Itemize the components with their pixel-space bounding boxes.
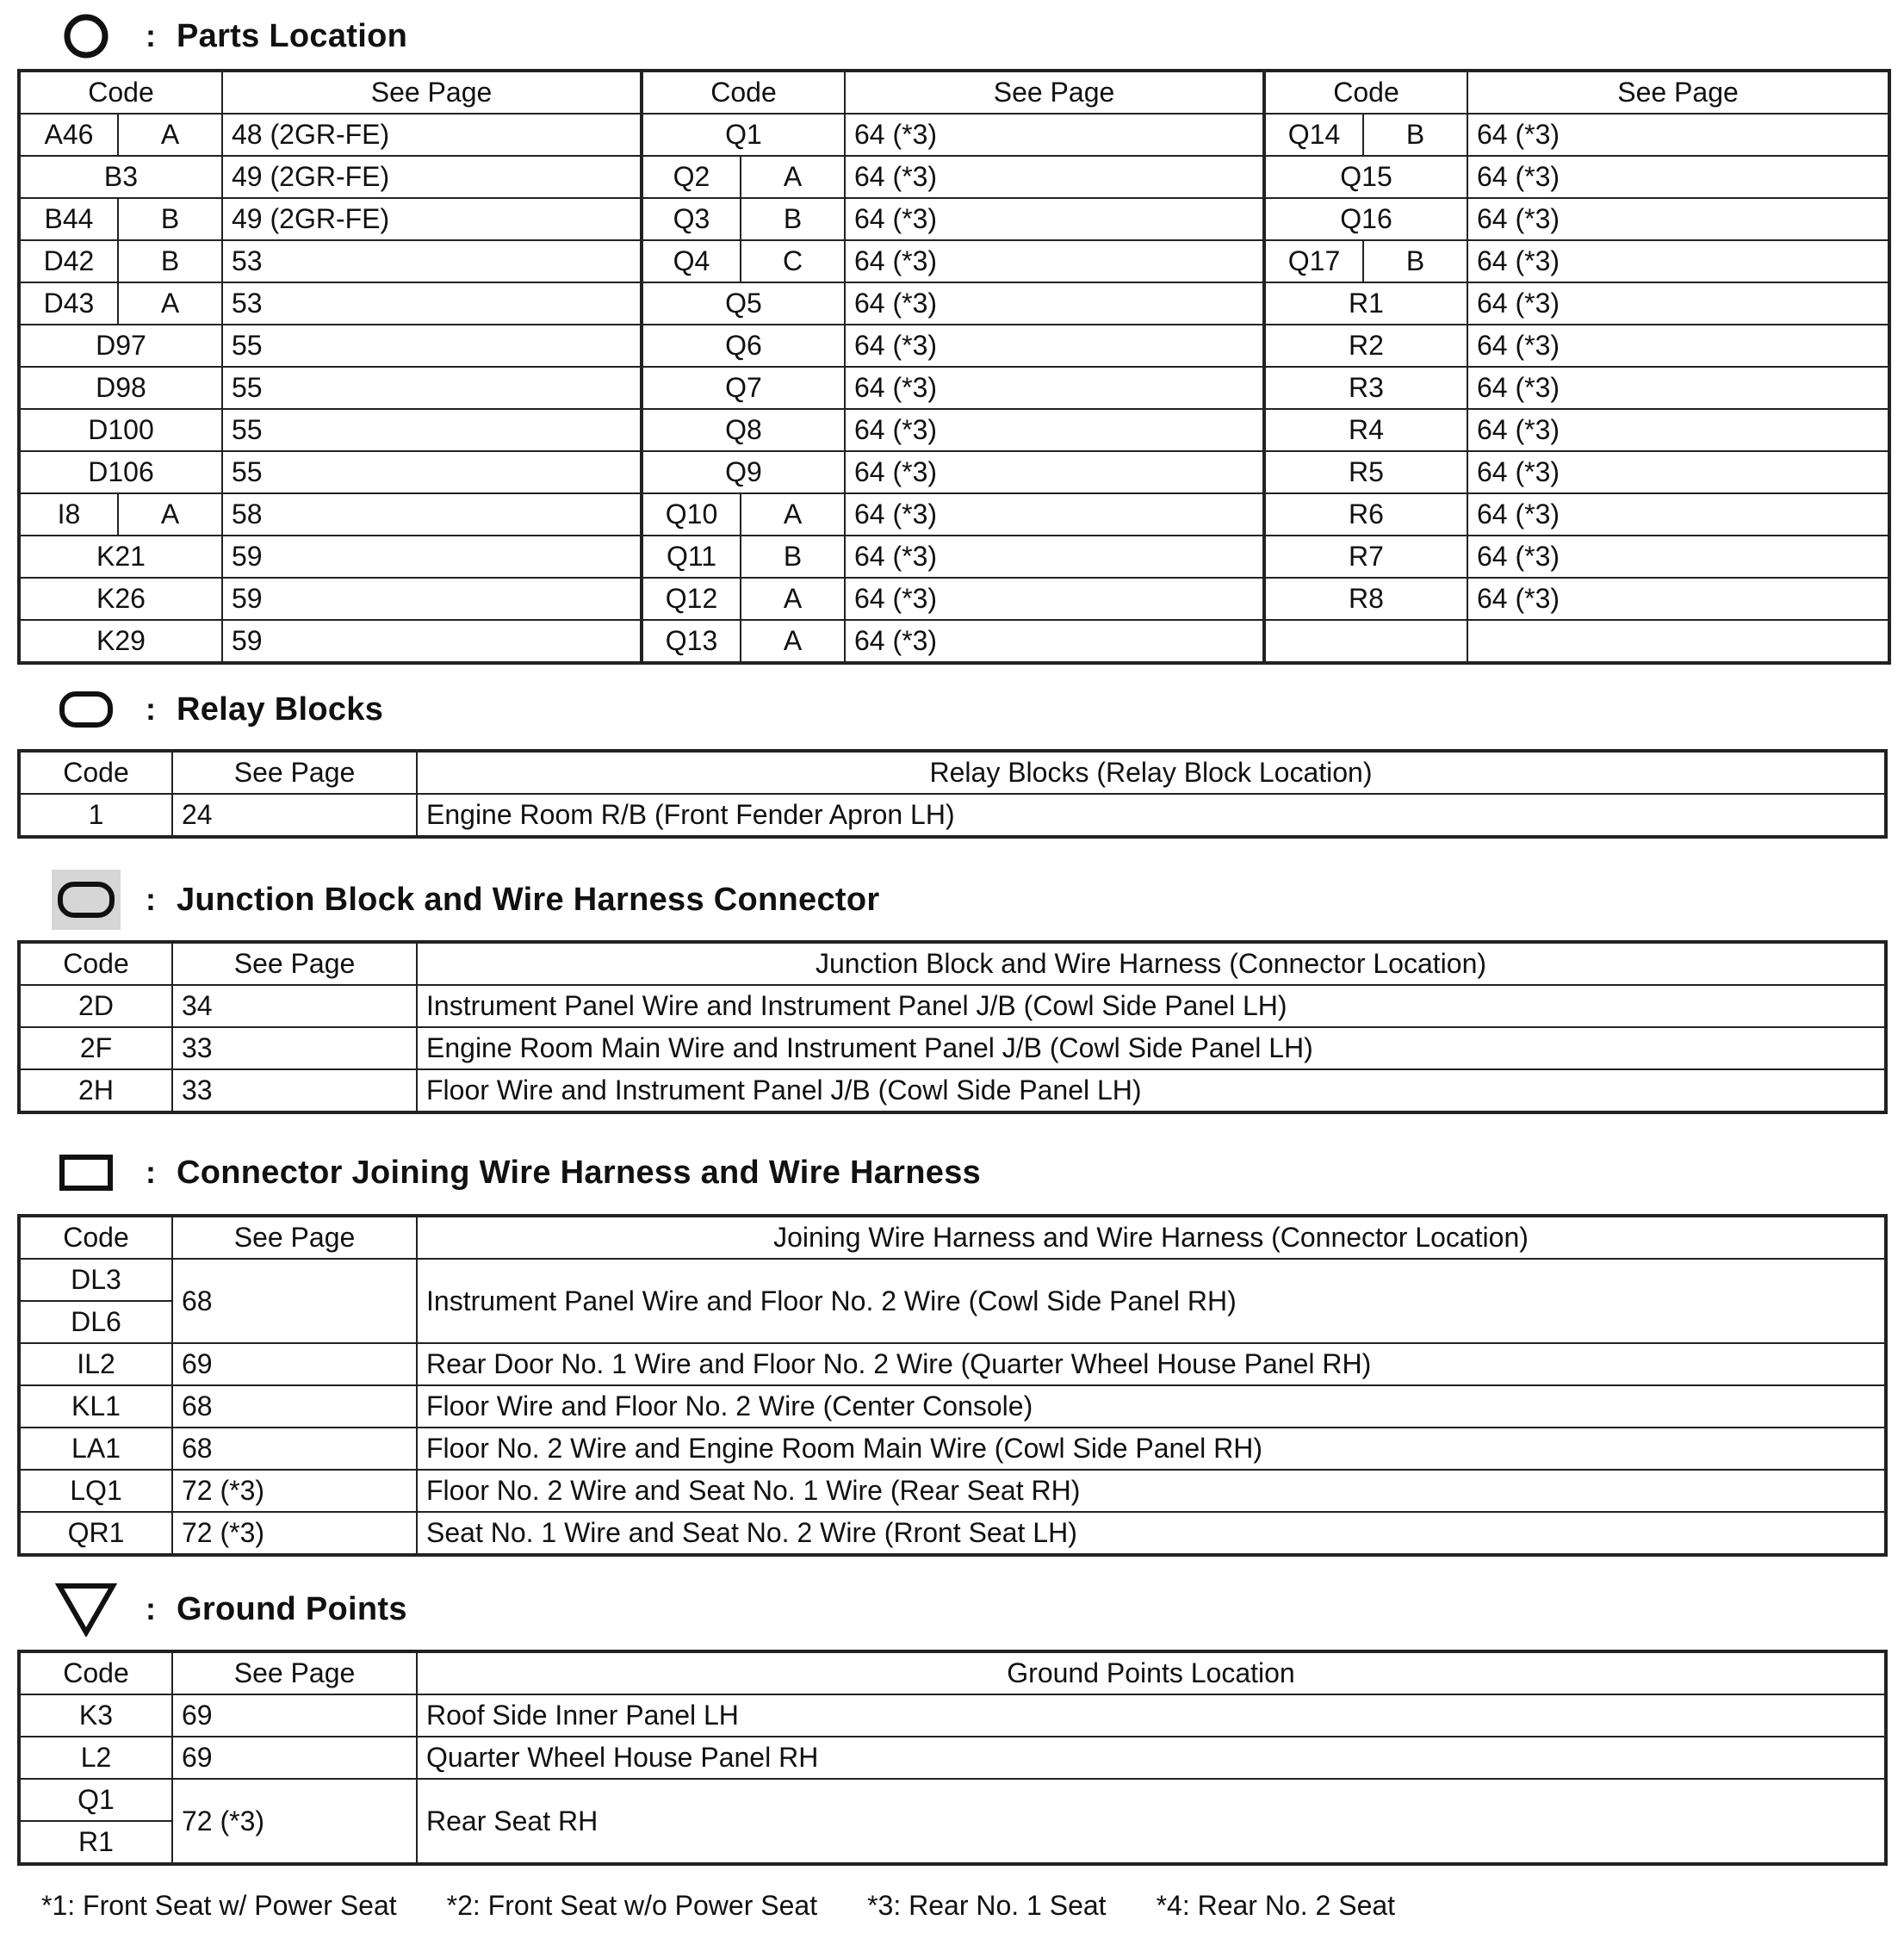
connector-sub-code: B [160,203,180,234]
code-cell: 1 [19,794,172,837]
see-page-cell: 68 [172,1428,417,1470]
code-cell: IL2 [19,1343,172,1385]
column-header-description: Joining Wire Harness and Wire Harness (Connector Location) [417,1216,1886,1259]
code-cell: R2 [1264,325,1467,367]
see-page-cell: 68 [172,1385,417,1428]
description-cell: Floor Wire and Floor No. 2 Wire (Center Console) [417,1385,1886,1428]
section-title: Relay Blocks [177,691,384,728]
code-cell: R5 [1264,451,1467,493]
connector-code: Q17 [1266,241,1364,282]
code-cell: 2D [19,985,172,1027]
code-cell [642,198,845,240]
column-header-code: Code [19,751,172,794]
column-header-see-page: See Page [172,1651,417,1694]
table-row [19,1259,1886,1301]
column-header-see-page: See Page [1467,71,1889,114]
code-cell: R6 [1264,493,1467,536]
code-cell: K26 [19,578,222,620]
see-page-cell: 64 (*3) [1467,240,1889,282]
connector-sub-code: A [160,288,180,319]
ground-points-table [17,1650,1888,1866]
see-page-cell: 64 (*3) [845,451,1264,493]
see-page-cell: 69 [172,1343,417,1385]
see-page-cell: 64 (*3) [845,282,1264,325]
heading-colon: : [146,18,156,53]
table-row [19,409,1889,451]
column-header-description: Relay Blocks (Relay Block Location) [417,751,1886,794]
table-row [19,156,1889,198]
see-page-cell: 64 (*3) [1467,282,1889,325]
see-page-cell: 33 [172,1027,417,1069]
see-page-cell: 68 [172,1259,417,1343]
see-page-cell: 64 (*3) [845,620,1264,663]
description-cell: Floor No. 2 Wire and Engine Room Main Wire (Cowl Side Panel RH) [417,1428,1886,1470]
footnote: *4: Rear No. 2 Seat [1156,1890,1396,1921]
code-cell [19,114,222,156]
see-page-cell: 49 (2GR-FE) [222,156,642,198]
see-page-cell: 64 (*3) [1467,367,1889,409]
connector-sub-code: B [1405,245,1425,276]
table-row [19,325,1889,367]
code-cell: B3 [19,156,222,198]
description-cell: Seat No. 1 Wire and Seat No. 2 Wire (Rront Seat LH) [417,1512,1886,1555]
see-page-cell: 72 (*3) [172,1779,417,1864]
description-cell: Roof Side Inner Panel LH [417,1694,1886,1737]
code-split [21,283,221,324]
see-page-cell: 64 (*3) [845,156,1264,198]
see-page-cell: 58 [222,493,642,536]
table-header-row [19,751,1886,794]
section-title: Connector Joining Wire Harness and Wire Harness [177,1154,982,1191]
description-cell: Rear Door No. 1 Wire and Floor No. 2 Wire (Quarter Wheel House Panel RH) [417,1343,1886,1385]
see-page-cell: 48 (2GR-FE) [222,114,642,156]
relay-blocks-table [17,749,1888,839]
table-row [19,1694,1886,1737]
see-page-cell: 64 (*3) [845,240,1264,282]
rectangle-icon [47,1138,125,1207]
code-cell: KL1 [19,1385,172,1428]
see-page-cell: 64 (*3) [845,409,1264,451]
column-header-code: Code [642,71,845,114]
see-page-cell: 64 (*3) [1467,493,1889,536]
table-row [19,620,1889,663]
table-row [19,114,1889,156]
column-header-code: Code [19,1216,172,1259]
see-page-cell: 64 (*3) [845,536,1264,578]
column-header-see-page: See Page [172,1216,417,1259]
connector-sub-code: A [783,161,803,192]
code-cell: Q7 [642,367,845,409]
code-cell [19,240,222,282]
column-header-code: Code [1264,71,1467,114]
heading-colon: : [146,1591,156,1626]
description-cell: Rear Seat RH [417,1779,1886,1864]
code-split [643,494,844,535]
see-page-cell: 72 (*3) [172,1512,417,1555]
see-page-cell: 64 (*3) [845,493,1264,536]
column-header-code: Code [19,942,172,985]
connector-code: D43 [21,283,119,324]
see-page-cell: 49 (2GR-FE) [222,198,642,240]
see-page-cell: 64 (*3) [1467,198,1889,240]
code-split [643,199,844,239]
relay-blocks-heading [47,675,383,744]
connector-code: Q13 [643,621,741,661]
see-page-cell: 55 [222,409,642,451]
connector-joining-heading [47,1138,981,1207]
see-page-cell: 64 (*3) [845,198,1264,240]
code-split [21,494,221,535]
parts-location-table [17,69,1891,665]
code-cell: D98 [19,367,222,409]
code-cell: LA1 [19,1428,172,1470]
connector-sub-code: A [783,583,803,614]
see-page-cell: 64 (*3) [845,325,1264,367]
table-row [19,1779,1886,1821]
connector-code: Q2 [643,157,741,197]
code-cell: 2F [19,1027,172,1069]
table-row [19,536,1889,578]
code-cell: R1 [19,1821,172,1864]
code-split [21,115,221,155]
see-page-cell: 55 [222,367,642,409]
code-cell [19,493,222,536]
code-cell [19,198,222,240]
code-cell: Q8 [642,409,845,451]
column-header-see-page: See Page [172,942,417,985]
connector-code: Q10 [643,494,741,535]
see-page-cell: 64 (*3) [1467,536,1889,578]
connector-sub-code: A [160,499,180,530]
see-page-cell: 59 [222,536,642,578]
connector-sub-code: C [782,245,803,276]
code-cell: LQ1 [19,1470,172,1512]
footnote: *3: Rear No. 1 Seat [867,1890,1107,1921]
see-page-cell: 64 (*3) [845,578,1264,620]
table-header-row [19,942,1886,985]
description-cell: Floor No. 2 Wire and Seat No. 1 Wire (Rear Seat RH) [417,1470,1886,1512]
see-page-cell: 69 [172,1737,417,1779]
table-row [19,1428,1886,1470]
code-split [643,579,844,619]
section-title: Junction Block and Wire Harness Connector [177,881,880,918]
see-page-cell: 64 (*3) [1467,409,1889,451]
table-row [19,1343,1886,1385]
section-title: Parts Location [177,17,408,54]
code-cell: DL6 [19,1301,172,1343]
connector-code: B44 [21,199,119,239]
column-header-code: Code [19,1651,172,1694]
see-page-cell: 33 [172,1069,417,1112]
connector-sub-code: A [783,499,803,530]
section-title: Ground Points [177,1590,407,1627]
shaded-rounded-rectangle-icon [47,865,125,934]
see-page-cell: 55 [222,451,642,493]
footnote: *2: Front Seat w/o Power Seat [446,1890,818,1921]
connector-sub-code: A [783,625,803,656]
code-cell: K29 [19,620,222,663]
code-cell: R1 [1264,282,1467,325]
see-page-cell: 69 [172,1694,417,1737]
code-cell [642,536,845,578]
code-cell [1264,114,1467,156]
column-header-see-page: See Page [172,751,417,794]
code-cell [642,240,845,282]
see-page-cell: 64 (*3) [1467,114,1889,156]
see-page-cell: 64 (*3) [1467,156,1889,198]
description-cell: Floor Wire and Instrument Panel J/B (Cowl Side Panel LH) [417,1069,1886,1112]
code-split [643,241,844,282]
code-cell: D106 [19,451,222,493]
description-cell: Engine Room R/B (Front Fender Apron LH) [417,794,1886,837]
code-cell [642,620,845,663]
code-cell: Q6 [642,325,845,367]
code-cell: R4 [1264,409,1467,451]
code-cell: L2 [19,1737,172,1779]
circle-icon [47,2,125,71]
code-cell [642,156,845,198]
see-page-cell: 64 (*3) [845,114,1264,156]
table-header-row [19,1651,1886,1694]
table-row [19,493,1889,536]
connector-sub-code: B [783,203,803,234]
code-cell: 2H [19,1069,172,1112]
column-header-description: Junction Block and Wire Harness (Connector Location) [417,942,1886,985]
junction-block-heading [47,865,879,934]
description-cell: Instrument Panel Wire and Instrument Panel J/B (Cowl Side Panel LH) [417,985,1886,1027]
heading-colon: : [146,1155,156,1190]
see-page-cell: 59 [222,578,642,620]
parts-location-heading [47,2,407,71]
code-cell: Q1 [19,1779,172,1821]
see-page-cell: 53 [222,282,642,325]
column-header-see-page: See Page [222,71,642,114]
table-row [19,240,1889,282]
table-row [19,1385,1886,1428]
see-page-cell: 34 [172,985,417,1027]
table-row [19,794,1886,837]
footnote: *1: Front Seat w/ Power Seat [41,1890,397,1921]
see-page-cell: 64 (*3) [845,367,1264,409]
column-header-description: Ground Points Location [417,1651,1886,1694]
connector-code: A46 [21,115,119,155]
code-cell: D97 [19,325,222,367]
code-split [1266,241,1467,282]
connector-code: Q3 [643,199,741,239]
see-page-cell: 72 (*3) [172,1470,417,1512]
heading-colon: : [146,691,156,727]
table-row [19,282,1889,325]
table-row [19,1027,1886,1069]
code-split [643,536,844,577]
see-page-cell: 53 [222,240,642,282]
table-row [19,985,1886,1027]
code-cell: Q5 [642,282,845,325]
code-cell: K21 [19,536,222,578]
code-cell [19,282,222,325]
connector-code: Q11 [643,536,741,577]
table-header-row [19,71,1889,114]
code-cell: QR1 [19,1512,172,1555]
code-cell: Q16 [1264,198,1467,240]
see-page-cell: 24 [172,794,417,837]
column-header-see-page: See Page [845,71,1264,114]
connector-code: Q4 [643,241,741,282]
code-split [643,157,844,197]
code-split [1266,115,1467,155]
table-row [19,451,1889,493]
code-cell [642,578,845,620]
description-cell: Instrument Panel Wire and Floor No. 2 Wire (Cowl Side Panel RH) [417,1259,1886,1343]
code-cell: R8 [1264,578,1467,620]
code-cell [642,493,845,536]
see-page-cell: 55 [222,325,642,367]
connector-sub-code: B [783,541,803,572]
code-cell: K3 [19,1694,172,1737]
code-cell [1264,240,1467,282]
connector-sub-code: B [1405,119,1425,150]
connector-code: Q12 [643,579,741,619]
description-cell: Engine Room Main Wire and Instrument Panel J/B (Cowl Side Panel LH) [417,1027,1886,1069]
connector-sub-code: A [160,119,180,150]
connector-sub-code: B [160,245,180,276]
table-row [19,578,1889,620]
heading-colon: : [146,882,156,917]
table-row [19,367,1889,409]
table-row [19,198,1889,240]
rounded-rectangle-icon [47,675,125,744]
ground-points-heading [47,1575,407,1644]
see-page-cell: 64 (*3) [1467,578,1889,620]
connector-code: Q14 [1266,115,1364,155]
code-cell [1264,620,1467,663]
see-page-cell: 59 [222,620,642,663]
table-header-row [19,1216,1886,1259]
description-cell: Quarter Wheel House Panel RH [417,1737,1886,1779]
see-page-cell [1467,620,1889,663]
code-cell: R3 [1264,367,1467,409]
code-split [21,241,221,282]
table-row [19,1737,1886,1779]
code-cell: D100 [19,409,222,451]
down-triangle-icon [47,1575,125,1644]
connector-code: I8 [21,494,119,535]
table-row [19,1470,1886,1512]
connector-code: D42 [21,241,119,282]
connector-joining-table [17,1214,1888,1557]
code-cell: R7 [1264,536,1467,578]
see-page-cell: 64 (*3) [1467,451,1889,493]
code-cell: DL3 [19,1259,172,1301]
table-row [19,1512,1886,1555]
see-page-cell: 64 (*3) [1467,325,1889,367]
code-split [21,199,221,239]
code-cell: Q9 [642,451,845,493]
table-row [19,1069,1886,1112]
footnotes [41,1890,1867,1922]
junction-block-table [17,940,1888,1114]
code-cell: Q15 [1264,156,1467,198]
code-cell: Q1 [642,114,845,156]
column-header-code: Code [19,71,222,114]
code-split [643,621,844,661]
